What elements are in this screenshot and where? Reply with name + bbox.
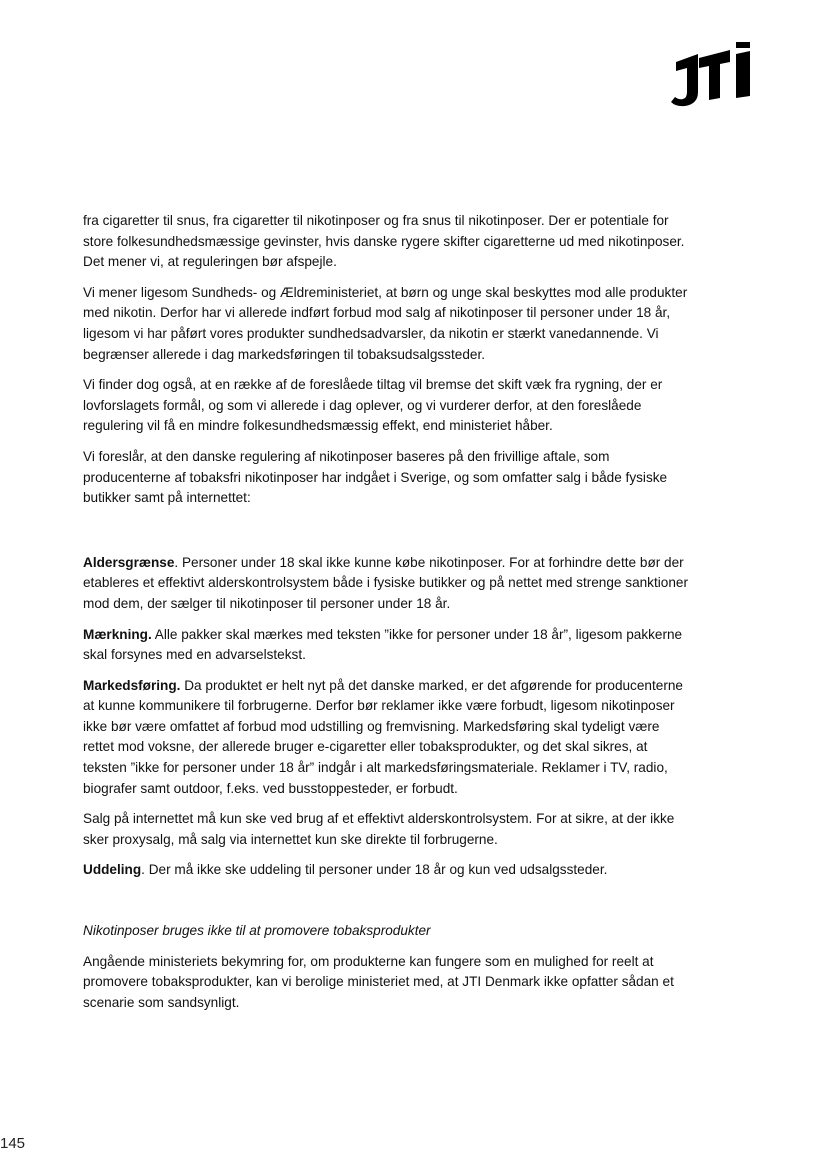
- proposal-distribution: [83, 860, 693, 881]
- proposal-age-limit: [83, 553, 693, 615]
- paragraph: fra cigaretter til snus, fra cigaretter til nikotinposer og fra snus til nikotinposer. Der er potentiale for store folkesundhedsmæssige gevinster, hvis danske rygere skifter cigaretterne ud med nikotinposer. Det mener vi, at reguleringen bør afspejle.: [83, 213, 685, 270]
- proposal-labeling: [83, 625, 693, 666]
- paragraph: Vi foreslår, at den danske regulering af nikotinposer baseres på den frivillige aftale, som producenterne af tobaksfri nikotinposer har indgået i Sverige, og som omfatter salg i både fysiske butikker samt på internettet:: [83, 448, 668, 506]
- proposal-title: Markedsføring.: [83, 677, 181, 693]
- paragraph: Vi finder dog også, at en række af de foreslåede tiltag vil bremse det skift væk fra rygning, der er lovforslagets formål, og som vi allerede i dag oplever, og vi vurderer derfor, at den foreslåede regulering vil få en mindre folkesundhedsmæssig effekt, end ministeriet håber.: [83, 377, 663, 434]
- proposal-text: Da produktet er helt nyt på det danske marked, er det afgørende for producenterne at kunne kommunikere til forbrugerne. Derfor bør reklamer ikke være forbudt, ligesom nikotinposer ikke bør være omfattet af forbud mod udstilling og fremvisning. Markedsføring skal tydeligt være rettet mod voksne, der allerede bruger e-cigaretter eller tobaksprodukter, og det skal sikres, at teksten ”ikke for personer under 18 år” indgår i alt markedsføringsmateriale. Reklamer i TV, radio, biografer samt outdoor, f.eks. ved busstoppesteder, er forbudt.: [83, 677, 683, 796]
- paragraph: Angående ministeriets bekymring for, om produkterne kan fungere som en mulighed for reelt at promovere tobaksprodukter, kan vi berolige ministeriet med, at JTI Denmark ikke opfatter sådan et scenarie som sandsynligt.: [83, 953, 674, 1010]
- proposal-text: . Personer under 18 skal ikke kunne købe nikotinposer. For at forhindre dette bør der etableres et effektivt alderskontrolsystem både i fysiske butikker og på nettet med strenge sanktioner mod dem, der sælger til nikotinposer til personer under 18 år.: [83, 554, 688, 611]
- proposal-text: Alle pakker skal mærkes med teksten ”ikke for personer under 18 år”, ligesom pakkerne skal forsynes med en advarselstekst.: [83, 626, 683, 663]
- page-number: 145: [0, 1135, 26, 1152]
- section-heading: Nikotinposer bruges ikke til at promovere tobaksprodukter: [83, 923, 431, 939]
- proposal-title: Aldersgrænse: [83, 554, 175, 570]
- proposal-text: . Der må ikke ske uddeling til personer under 18 år og kun ved udsalgssteder.: [141, 862, 608, 878]
- jti-logo: [668, 40, 760, 108]
- letter-body: [83, 211, 693, 1023]
- proposal-internet: Salg på internettet må kun ske ved brug af et effektivt alderskontrolsystem. For at sikre, at der ikke sker proxysalg, må salg via internettet kun ske direkte til forbrugerne.: [83, 811, 675, 847]
- paragraph: Vi mener ligesom Sundheds- og Ældreministeriet, at børn og unge skal beskyttes mod alle produkter med nikotin. Derfor har vi allerede indført forbud mod salg af nikotinposer til personer under 18 år, ligesom vi har påført vores produkter sundhedsadvarsler, da nikotin er stærkt vanedannende. Vi begrænser allerede i dag markedsføringen til tobaksudsalgssteder.: [83, 284, 688, 362]
- proposal-title: Mærkning.: [83, 626, 152, 642]
- proposal-title: Uddeling: [83, 862, 142, 878]
- proposal-marketing: [83, 676, 693, 800]
